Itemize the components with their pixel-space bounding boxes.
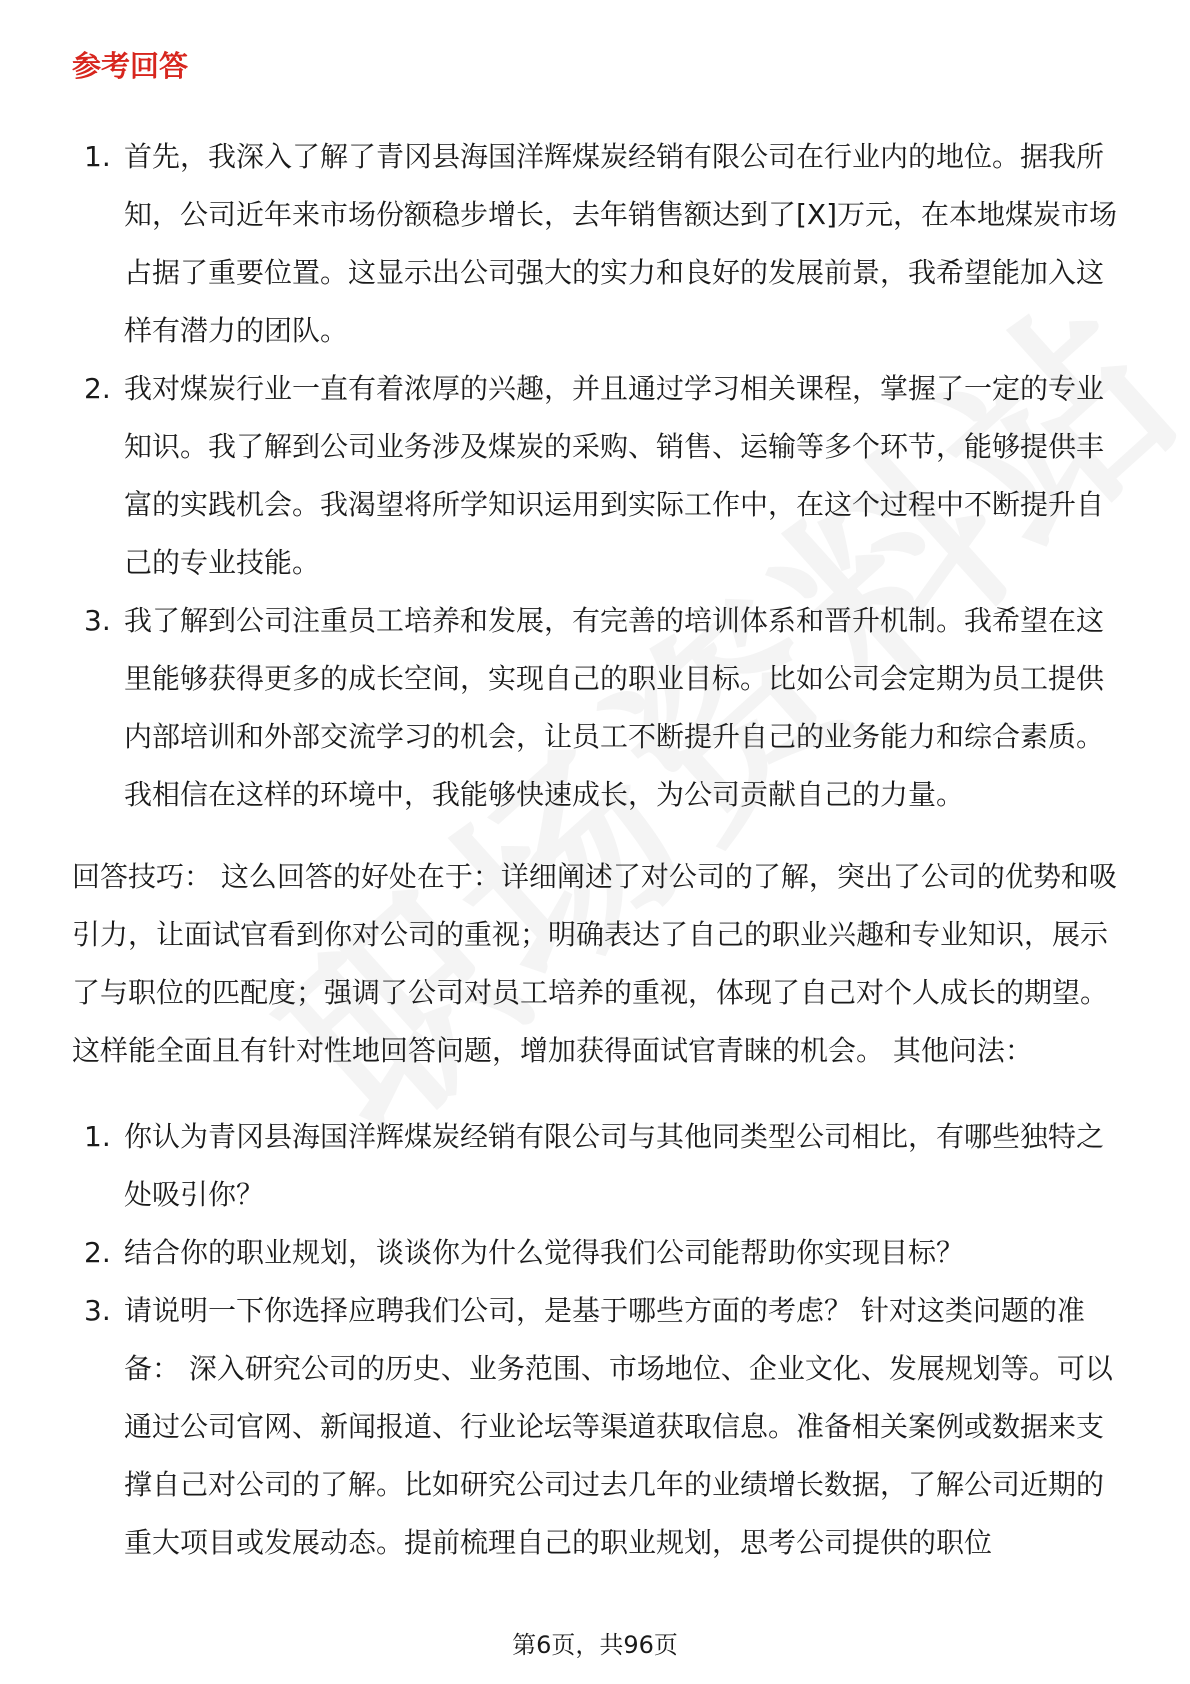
question-item bbox=[72, 1282, 1128, 1572]
answer-text: 我对煤炭行业一直有着浓厚的兴趣，并且通过学习相关课程，掌握了一定的专业知识。我了解到公司业务涉及煤炭的采购、销售、运输等多个环节，能够提供丰富的实践机会。我渴望将所学知识运用到实际工作中，在这个过程中不断提升自己的专业技能。 bbox=[124, 372, 1105, 579]
page-number-footer: 第6页，共96页 bbox=[512, 1631, 678, 1659]
answer-item bbox=[72, 592, 1128, 824]
question-number: 2. bbox=[84, 1236, 111, 1269]
answer-number: 2. bbox=[84, 372, 111, 405]
alternative-question-list bbox=[72, 1108, 1128, 1572]
question-item bbox=[72, 1224, 1128, 1282]
answer-text: 首先，我深入了解了青冈县海国洋辉煤炭经销有限公司在行业内的地位。据我所知，公司近年来市场份额稳步增长，去年销售额达到了[X]万元，在本地煤炭市场占据了重要位置。这显示出公司强大的实力和良好的发展前景，我希望能加入这样有潜力的团队。 bbox=[124, 140, 1118, 347]
question-text: 请说明一下你选择应聘我们公司，是基于哪些方面的考虑？ 针对这类问题的准备： 深入研究公司的历史、业务范围、市场地位、企业文化、发展规划等。可以通过公司官网、新闻报道、行业论坛等渠道获取信息。准备相关案例或数据来支撑自己对公司的了解。比如研究公司过去几年的业绩增长数据，了解公司近期的重大项目或发展动态。提前梳理自己的职业规划，思考公司提供的职位 bbox=[124, 1294, 1113, 1559]
answer-item bbox=[72, 128, 1128, 360]
question-text: 结合你的职业规划，谈谈你为什么觉得我们公司能帮助你实现目标？ bbox=[124, 1236, 965, 1269]
answer-number: 3. bbox=[84, 604, 111, 637]
question-item bbox=[72, 1108, 1128, 1224]
answer-text: 我了解到公司注重员工培养和发展，有完善的培训体系和晋升机制。我希望在这里能够获得更多的成长空间，实现自己的职业目标。比如公司会定期为员工提供内部培训和外部交流学习的机会，让员工不断提升自己的业务能力和综合素质。我相信在这样的环境中，我能够快速成长，为公司贡献自己的力量。 bbox=[124, 604, 1105, 811]
answer-item bbox=[72, 360, 1128, 592]
question-number: 3. bbox=[84, 1294, 111, 1327]
section-title: 参考回答 bbox=[72, 49, 189, 83]
answer-tips-paragraph: 回答技巧： 这么回答的好处在于：详细阐述了对公司的了解，突出了公司的优势和吸引力，让面试官看到你对公司的重视；明确表达了自己的职业兴趣和专业知识，展示了与职位的匹配度；强调了公司对员工培养的重视，体现了自己对个人成长的期望。这样能全面且有针对性地回答问题，增加获得面试官青睐的机会。 其他问法： bbox=[72, 860, 1117, 1067]
page-content bbox=[72, 46, 1128, 1572]
question-number: 1. bbox=[84, 1120, 111, 1153]
answer-number: 1. bbox=[84, 140, 111, 173]
question-text: 你认为青冈县海国洋辉煤炭经销有限公司与其他同类型公司相比，有哪些独特之处吸引你？ bbox=[124, 1120, 1105, 1211]
answer-list bbox=[72, 128, 1128, 824]
